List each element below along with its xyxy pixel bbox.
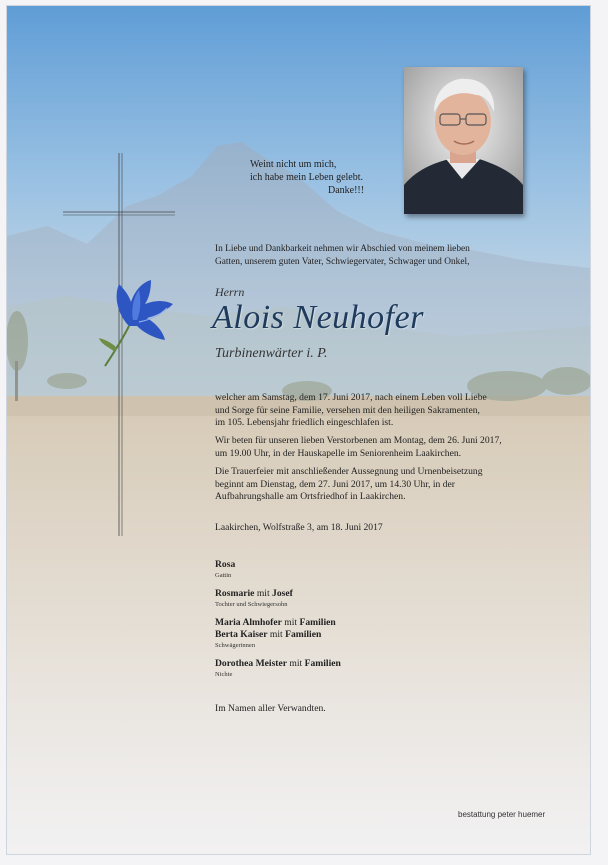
mourner-name: Josef	[272, 588, 293, 599]
mourner-name: Dorothea Meister	[215, 658, 288, 669]
funeral-paragraph	[215, 466, 483, 504]
text-line: Aufbahrungshalle am Ortsfriedhof in Laakirchen.	[215, 491, 406, 503]
salutation: Herrn	[215, 285, 245, 299]
mourner-name: Familien	[299, 617, 336, 628]
prayer-paragraph	[215, 435, 502, 460]
intro-line: In Liebe und Dankbarkeit nehmen wir Abschied von meinem lieben	[215, 244, 470, 254]
text-line: welcher am Samstag, dem 17. Juni 2017, nach einem Leben voll Liebe	[215, 392, 487, 403]
text-line: um 19.00 Uhr, in der Hauskapelle im Seniorenheim Laakirchen.	[215, 447, 462, 459]
funeral-home-name: bestattung peter huemer	[458, 810, 546, 819]
mourner-name: Rosa	[215, 559, 236, 570]
mourner-relation: Tochter und Schwiegersohn	[215, 601, 288, 608]
text-line: beginnt am Dienstag, dem 27. Juni 2017, um 14.30 Uhr, in der	[215, 478, 455, 490]
mourner-connector: mit	[267, 629, 286, 640]
mourner-name: Maria Almhofer	[215, 617, 282, 628]
deceased-title: Turbinenwärter i. P.	[215, 346, 328, 361]
text-line: Die Trauerfeier mit anschließender Aussegnung und Urnenbeisetzung	[215, 466, 483, 477]
mourner-relation: Nichte	[215, 671, 233, 678]
mourner-rosmarie	[215, 588, 293, 600]
text-line: und Sorge für seine Familie, versehen mit den heiligen Sakramenten,	[215, 404, 480, 416]
mourner-berta	[215, 629, 321, 641]
intro-line: Gatten, unserem guten Vater, Schwiegervater, Schwager und Onkel,	[215, 256, 470, 267]
mourner-connector: mit	[287, 658, 305, 669]
place-date	[215, 522, 383, 535]
mourner-name: Familien	[285, 629, 322, 640]
mourner-maria	[215, 617, 336, 629]
deceased-name: Alois Neuhofer	[212, 299, 424, 336]
obituary-card	[6, 5, 591, 855]
mourner-relation: Gattin	[215, 572, 232, 579]
mourner-rosa	[215, 559, 235, 571]
mourner-connector: mit	[254, 588, 273, 599]
mourner-relation: Schwägerinnen	[215, 642, 256, 649]
intro-text	[215, 243, 470, 268]
portrait-photo	[404, 67, 523, 214]
closing-line: Im Namen aller Verwandten.	[215, 703, 326, 714]
place-date-line: Laakirchen, Wolfstraße 3, am 18. Juni 2017	[215, 522, 383, 533]
quote	[250, 158, 364, 197]
text-line: Wir beten für unseren lieben Verstorbenen am Montag, dem 26. Juni 2017,	[215, 435, 502, 446]
mourner-name: Familien	[304, 658, 341, 669]
text-line: im 105. Lebensjahr friedlich eingeschlafen ist.	[215, 417, 394, 429]
death-notice-paragraph	[215, 392, 487, 430]
mourner-name: Rosmarie	[215, 588, 255, 599]
mourner-connector: mit	[281, 617, 300, 628]
quote-line: ich habe mein Leben gelebt.	[250, 172, 364, 183]
quote-line: Weint nicht um mich,	[250, 159, 337, 170]
mourner-dorothea	[215, 658, 341, 670]
quote-line: Danke!!!	[328, 185, 365, 196]
mourner-name: Berta Kaiser	[215, 629, 268, 640]
gentian-flower-icon	[95, 276, 179, 368]
